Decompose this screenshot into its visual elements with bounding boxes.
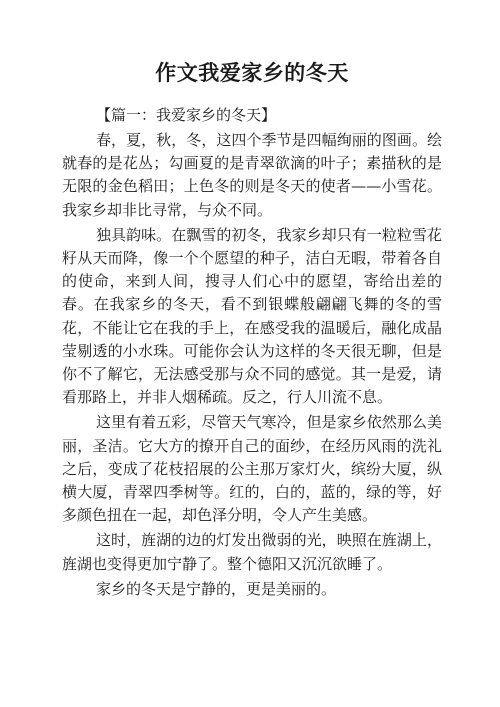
document-title: 作文我爱家乡的冬天 xyxy=(155,61,349,85)
section-heading: 【篇一：我爱家乡的冬天】 xyxy=(96,106,277,124)
paragraph-2: 独具韵味。在飘雪的初冬，我家乡却只有一粒粒雪花籽从天而降，像一个个愿望的种子，洁白无暇，带着各自的使命，来到人间，搜寻人们心中的愿望，寄给出差的春。在我家乡的冬天，看不到银蝶般翩翩飞舞的冬的雪花，不能让它在我的手上，在感受我的温暖后，融化成晶莹剔透的小水珠。可能你会认为这样的冬天很无聊，但是你不了解它，无法感受那与众不同的感觉。其一是爱，请看那路上，并非人烟稀疏。反之，行人川流不息。 xyxy=(62,225,442,407)
paragraph-4: 这时，旌湖的边的灯发出微弱的光，映照在旌湖上，旌湖也变得更加宁静了。整个德阳又沉沉欲睡了。 xyxy=(62,531,442,573)
document-page xyxy=(62,58,442,603)
paragraph-3: 这里有着五彩，尽管天气寒冷，但是家乡依然那么美丽，圣洁。它大方的撩开自己的面纱，在经历风雨的洗礼之后，变成了花枝招展的公主那万家灯火，缤纷大厦，纵横大厦，青翠四季树等。红的，白的，蓝的，绿的等，好多颜色扭在一起，却色泽分明，令人产生美感。 xyxy=(62,413,442,525)
paragraph-5: 家乡的冬天是宁静的，更是美丽的。 xyxy=(96,579,337,598)
paragraph-1: 春，夏，秋，冬，这四个季节是四幅绚丽的图画。绘就春的是花丛；勾画夏的是青翠欲滴的叶子；素描秋的是无限的金色稻田；上色冬的则是冬天的使者——小雪花。我家乡却非比寻常，与众不同。 xyxy=(62,131,442,219)
